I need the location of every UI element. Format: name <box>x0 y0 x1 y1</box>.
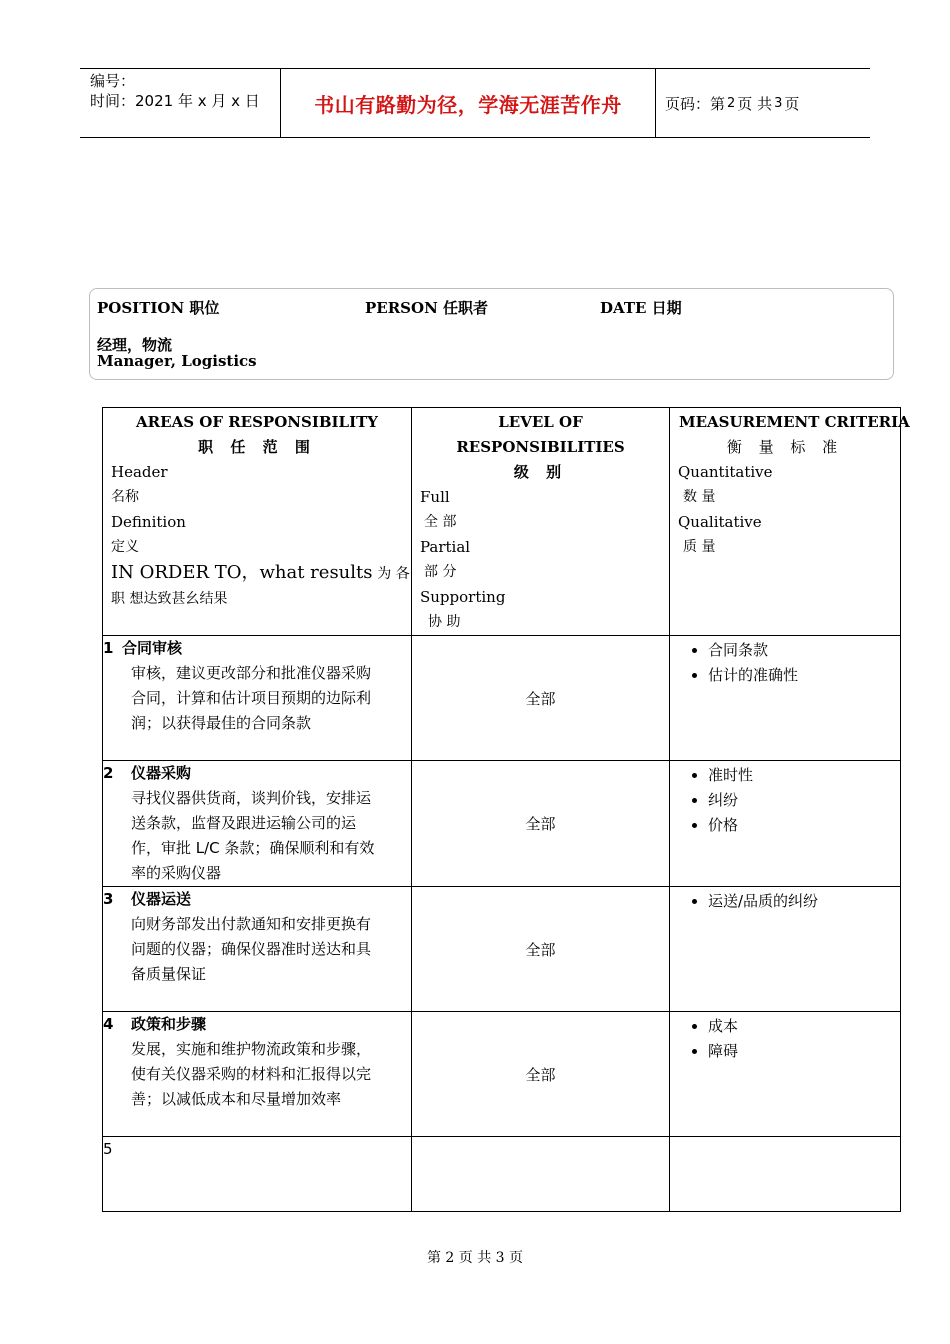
header-meta <box>80 69 281 137</box>
criteria-item: • 障碍 <box>708 1039 900 1064</box>
level-line-supporting-cn: 协 助 <box>428 614 461 630</box>
criteria-list <box>670 889 900 914</box>
criteria-list <box>670 638 900 688</box>
criteria-cell <box>670 636 901 761</box>
area-cell <box>103 636 412 761</box>
table-row <box>103 636 901 761</box>
areas-line-header: Header <box>111 463 168 481</box>
level-cell: 全部 <box>412 887 670 1012</box>
page-footer: 第 2 页 共 3 页 <box>426 1250 524 1266</box>
page-prefix: 页码：第 <box>665 94 726 113</box>
area-desc-line: 审核，建议更改部分和批准仪器采购 <box>131 664 372 682</box>
criteria-item: • 价格 <box>708 813 900 838</box>
criteria-item: • 成本 <box>708 1014 900 1039</box>
person-label: PERSON 任职者 <box>365 299 489 317</box>
level-header-cell <box>412 408 670 636</box>
measurement-header-cell <box>670 408 910 636</box>
level-header-en: LEVEL OF RESPONSIBILITIES <box>456 413 625 456</box>
position-value-cn: 经理，物流 <box>97 336 173 354</box>
criteria-item: • 运送/品质的纠纷 <box>708 889 900 914</box>
table-header-row <box>103 408 901 636</box>
areas-inorder-cn-b: 职 想达致甚幺结果 <box>111 591 228 607</box>
page-total: 3 <box>774 95 783 111</box>
header-motto: 书山有路勤为径，学海无涯苦作舟 <box>281 69 656 137</box>
area-desc-line: 善；以减低成本和尽量增加效率 <box>131 1090 342 1108</box>
criteria-item: • 估计的准确性 <box>708 663 900 688</box>
area-cell <box>103 1012 412 1137</box>
area-title: 仪器采购 <box>131 764 192 782</box>
number-label: 编号： <box>90 72 136 90</box>
position-box <box>89 288 894 380</box>
area-desc-line: 率的采购仪器 <box>131 864 222 882</box>
table-row <box>103 1012 901 1137</box>
areas-line-name: 名称 <box>111 489 139 505</box>
areas-line-definition: Definition <box>111 513 186 531</box>
level-line-full-cn: 全 部 <box>424 514 457 530</box>
area-desc-line: 作，审批 L/C 条款；确保顺利和有效 <box>131 839 375 857</box>
page-header <box>80 68 870 138</box>
responsibility-table <box>102 407 910 1212</box>
level-line-supporting: Supporting <box>420 588 506 606</box>
area-number: 5 <box>103 1140 113 1158</box>
area-title-line <box>103 887 411 912</box>
area-desc-line: 问题的仪器；确保仪器准时送达和具 <box>131 940 372 958</box>
area-title-line <box>103 1012 411 1037</box>
area-desc-line: 备质量保证 <box>131 965 207 983</box>
date-label: DATE 日期 <box>600 299 682 317</box>
level-cell: 全部 <box>412 636 670 761</box>
level-cell: 全部 <box>412 1012 670 1137</box>
criteria-list <box>670 1014 900 1064</box>
page-suffix: 页 <box>784 94 800 113</box>
position-value-en: Manager, Logistics <box>97 352 257 370</box>
area-desc-line: 润；以获得最佳的合同条款 <box>131 714 312 732</box>
criteria-cell <box>670 887 901 1012</box>
criteria-cell <box>670 1137 901 1212</box>
criteria-cell <box>670 761 901 887</box>
measurement-line-quantity-cn: 数 量 <box>683 489 716 505</box>
areas-inorder-cn-a: 为 各 <box>377 566 410 582</box>
page-current: 2 <box>727 95 736 111</box>
level-cell <box>412 1137 670 1212</box>
area-title-line <box>103 636 411 661</box>
area-cell <box>103 761 412 887</box>
area-title: 合同审核 <box>122 639 183 657</box>
areas-header-en: AREAS OF RESPONSIBILITY <box>136 413 378 431</box>
level-line-partial: Partial <box>420 538 471 556</box>
position-label: POSITION 职位 <box>97 299 220 317</box>
area-title-line <box>103 761 411 786</box>
level-header-cn: 级 别 <box>513 463 568 481</box>
area-desc-line: 合同，计算和估计项目预期的边际利 <box>131 689 372 707</box>
area-desc-line: 使有关仪器采购的材料和汇报得以完 <box>131 1065 372 1083</box>
measurement-header-en: MEASUREMENT CRITERIA <box>679 413 910 431</box>
measurement-line-quantitative: Quantitative <box>678 463 773 481</box>
area-number: 4 <box>103 1015 114 1033</box>
criteria-list <box>670 763 900 838</box>
criteria-cell <box>670 1012 901 1137</box>
areas-inorder-en: IN ORDER TO，what results <box>111 562 373 583</box>
areas-header-cell <box>103 408 412 636</box>
area-desc-line: 向财务部发出付款通知和安排更换有 <box>131 915 372 933</box>
header-page-number <box>656 69 870 137</box>
area-number: 3 <box>103 890 114 908</box>
measurement-header-cn: 衡 量 标 准 <box>726 438 844 456</box>
level-cell: 全部 <box>412 761 670 887</box>
table-row <box>103 761 901 887</box>
criteria-item: • 合同条款 <box>708 638 900 663</box>
areas-header-cn: 职 任 范 围 <box>198 438 316 456</box>
area-cell <box>103 1137 412 1212</box>
area-number: 1 <box>103 639 114 657</box>
measurement-line-quality-cn: 质 量 <box>683 539 716 555</box>
area-desc-line: 送条款，监督及跟进运输公司的运 <box>131 814 357 832</box>
area-desc-line: 发展，实施和维护物流政策和步骤， <box>131 1040 372 1058</box>
page-mid: 页 共 <box>737 94 773 113</box>
criteria-item: • 准时性 <box>708 763 900 788</box>
area-desc-line: 寻找仪器供货商，谈判价钱，安排运 <box>131 789 372 807</box>
area-number: 2 <box>103 764 114 782</box>
area-title: 政策和步骤 <box>131 1015 207 1033</box>
areas-inorder-line <box>103 560 411 587</box>
measurement-line-qualitative: Qualitative <box>678 513 762 531</box>
table-row <box>103 887 901 1012</box>
areas-line-define: 定义 <box>111 539 139 555</box>
level-line-partial-cn: 部 分 <box>424 564 457 580</box>
time-label: 时间：2021 年 x 月 x 日 <box>90 92 260 110</box>
area-title: 仪器运送 <box>131 890 192 908</box>
level-line-full: Full <box>420 488 450 506</box>
area-cell <box>103 887 412 1012</box>
criteria-item: • 纠纷 <box>708 788 900 813</box>
table-row <box>103 1137 901 1212</box>
